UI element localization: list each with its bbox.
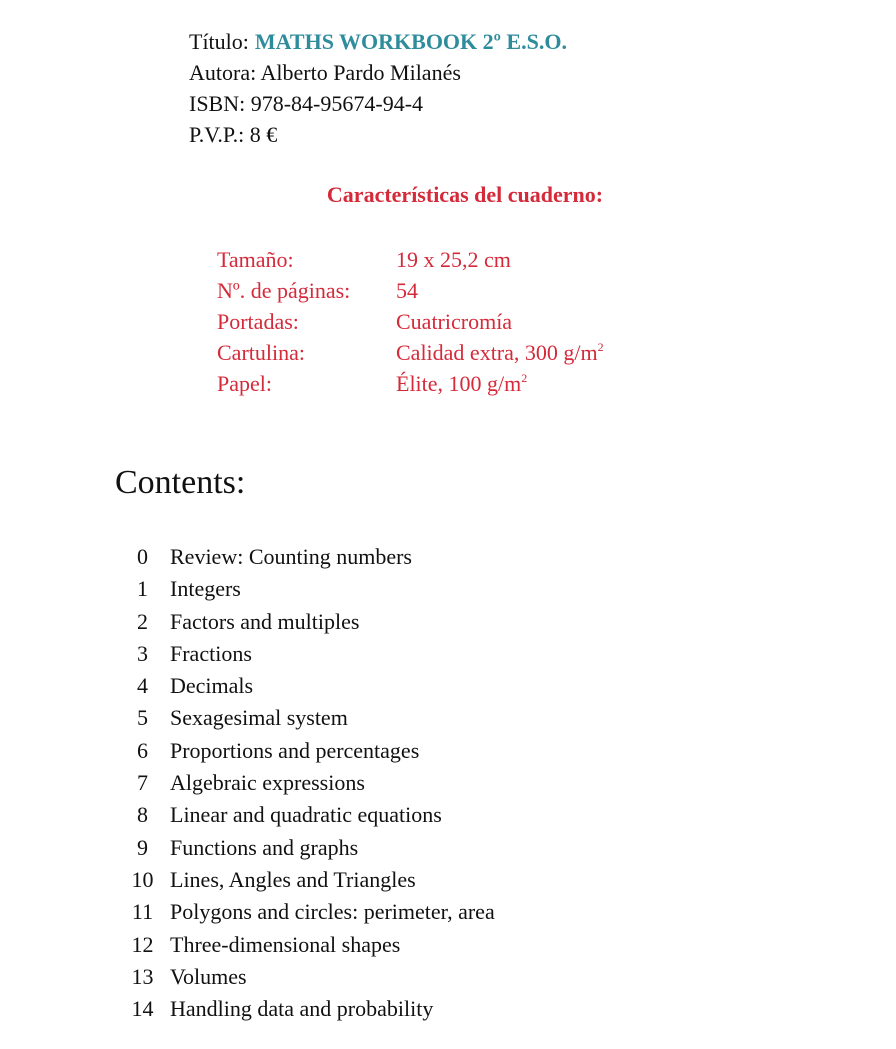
contents-item-number: 11 <box>131 899 154 925</box>
contents-item-title: Proportions and percentages <box>170 737 420 763</box>
feature-value-text: Élite, 100 g/m <box>396 371 522 396</box>
contents-item <box>115 735 495 767</box>
feature-row <box>217 244 604 275</box>
contents-item-title: Decimals <box>170 673 254 699</box>
feature-value <box>396 275 418 306</box>
contents-item-number: 6 <box>137 737 148 763</box>
author-row: Autora: Alberto Pardo Milanés <box>189 60 461 85</box>
contents-item-title: Three-dimensional shapes <box>170 931 401 957</box>
contents-item-number: 2 <box>137 608 148 634</box>
book-title: MATHS WORKBOOK 2º E.S.O. <box>254 29 567 54</box>
feature-value <box>396 337 604 368</box>
contents-item-title: Handling data and probability <box>170 996 434 1022</box>
contents-item-number: 0 <box>137 544 148 569</box>
contents-item-number: 7 <box>137 770 148 796</box>
features-table <box>217 244 604 399</box>
contents-item-title: Review: Counting numbers <box>170 544 412 569</box>
feature-label: Portadas: <box>217 309 299 334</box>
contents-item-number: 10 <box>131 866 154 892</box>
feature-label: Nº. de páginas: <box>217 278 351 303</box>
price-row: P.V.P.: 8 € <box>189 122 278 147</box>
feature-label: Cartulina: <box>217 340 305 365</box>
feature-row <box>217 275 604 306</box>
contents-item <box>115 896 495 928</box>
feature-label: Papel: <box>217 371 272 396</box>
book-info <box>189 26 567 150</box>
contents-item-title: Linear and quadratic equations <box>170 802 442 828</box>
contents-item <box>115 573 495 605</box>
contents-item <box>115 606 495 638</box>
contents-item-number: 9 <box>137 834 148 860</box>
contents-item-number: 4 <box>137 673 148 699</box>
contents-item-title: Functions and graphs <box>170 834 359 860</box>
contents-item-number: 1 <box>137 576 148 602</box>
contents-item <box>115 638 495 670</box>
title-label: Título: <box>189 29 249 54</box>
features-heading: Características del cuaderno: <box>326 182 604 207</box>
contents-item <box>115 864 495 896</box>
feature-value-text: Cuatricromía <box>396 309 513 334</box>
contents-item-number: 3 <box>137 640 148 666</box>
contents-list <box>115 541 495 1025</box>
isbn-row: ISBN: 978-84-95674-94-4 <box>189 91 424 116</box>
feature-value <box>396 244 511 275</box>
feature-row <box>217 368 604 399</box>
contents-item-title: Lines, Angles and Triangles <box>170 866 416 892</box>
feature-value-superscript: 2 <box>597 340 604 354</box>
contents-item <box>115 961 495 993</box>
feature-value <box>396 306 512 337</box>
contents-item-number: 13 <box>131 963 154 989</box>
contents-item-number: 5 <box>137 705 148 731</box>
contents-item-number: 14 <box>131 996 154 1022</box>
feature-value <box>396 368 527 399</box>
contents-item <box>115 702 495 734</box>
contents-item <box>115 929 495 961</box>
contents-item <box>115 993 495 1025</box>
feature-row <box>217 337 604 368</box>
feature-value-text: 19 x 25,2 cm <box>396 247 511 272</box>
feature-value-text: Calidad extra, 300 g/m <box>396 340 598 365</box>
feature-value-superscript: 2 <box>521 371 528 385</box>
contents-item-number: 12 <box>131 931 154 957</box>
contents-item-title: Fractions <box>170 640 252 666</box>
title-row <box>189 26 567 57</box>
contents-item <box>115 541 495 573</box>
contents-item <box>115 767 495 799</box>
contents-item-number: 8 <box>137 802 148 828</box>
contents-item-title: Algebraic expressions <box>170 770 365 796</box>
contents-item <box>115 832 495 864</box>
feature-label: Tamaño: <box>217 247 294 272</box>
contents-item-title: Factors and multiples <box>170 608 360 634</box>
contents-item <box>115 799 495 831</box>
contents-item-title: Integers <box>170 576 241 602</box>
feature-row <box>217 306 604 337</box>
contents-item-title: Volumes <box>170 963 247 989</box>
contents-heading: Contents: <box>115 464 246 501</box>
contents-item-title: Sexagesimal system <box>170 705 348 731</box>
contents-item <box>115 670 495 702</box>
contents-item-title: Polygons and circles: perimeter, area <box>170 899 495 925</box>
feature-value-text: 54 <box>396 278 418 303</box>
